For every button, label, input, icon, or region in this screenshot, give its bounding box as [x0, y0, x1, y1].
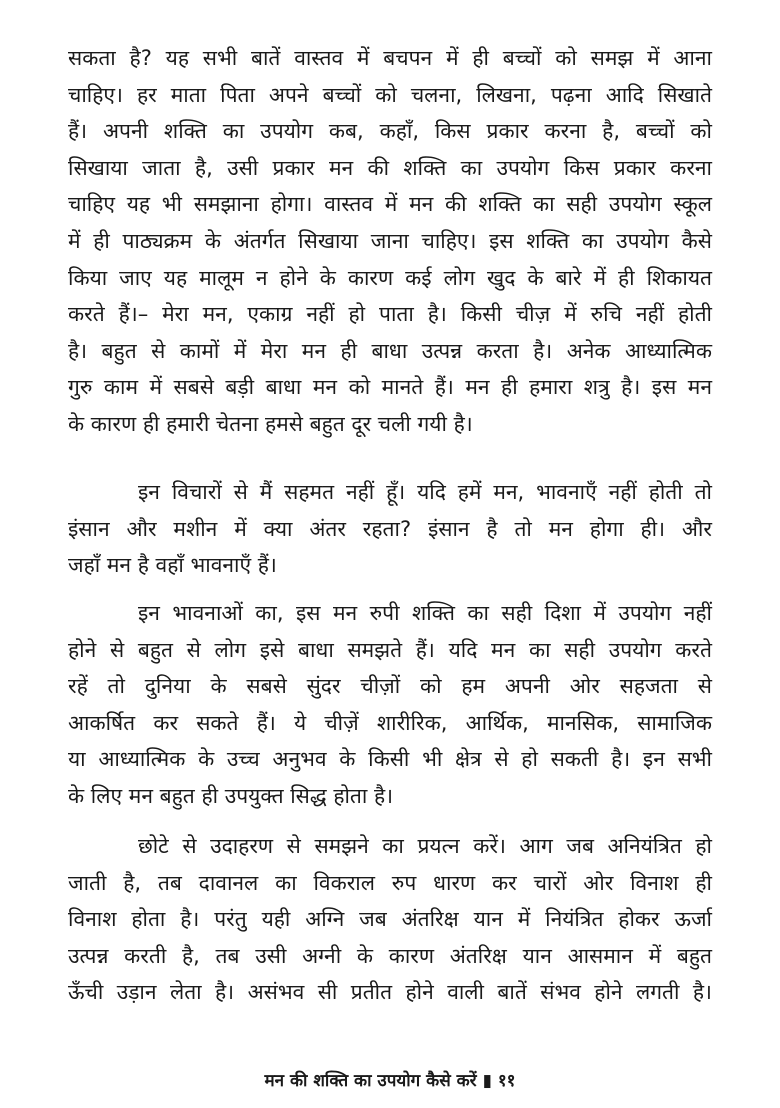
page-footer	[0, 1068, 780, 1091]
text-line: में ही पाठ्यक्रम के अंतर्गत सिखाया जाना चाहिए। इस शक्ति का उपयोग कैसे	[68, 229, 712, 253]
text-line: होने से बहुत से लोग इसे बाधा समझते हैं। यदि मन का सही उपयोग करते	[68, 637, 712, 662]
text-line: विनाश होता है। परंतु यही अग्नि जब अंतरिक्ष यान में नियंत्रित होकर ऊर्जा	[68, 907, 712, 932]
text-line: आकर्षित कर सकते हैं। ये चीज़ें शारीरिक, आर्थिक, मानसिक, सामाजिक	[68, 710, 712, 735]
text-line: चाहिए। हर माता पिता अपने बच्चों को चलना, लिखना, पढ़ना आदि सिखाते	[68, 82, 712, 107]
text-line: चाहिए यह भी समझाना होगा। वास्तव में मन की शक्ति का सही उपयोग स्कूल	[68, 192, 712, 217]
text-line: सकता है? यह सभी बातें वास्तव में बचपन में ही बच्चों को समझ में आना	[68, 46, 712, 70]
page-number: ११	[497, 1071, 516, 1091]
text-line: सिखाया जाता है, उसी प्रकार मन की शक्ति का उपयोग किस प्रकार करना	[68, 155, 712, 180]
text-line: उत्पन्न करती है, तब उसी अग्नी के कारण अंतरिक्ष यान आसमान में बहुत	[68, 943, 712, 968]
text-line: के कारण ही हमारी चेतना हमसे बहुत दूर चली गयी है।	[68, 412, 473, 436]
text-line: इन भावनाओं का, इस मन रुपी शक्ति का सही दिशा में उपयोग नहीं	[138, 601, 712, 625]
text-line: छोटे से उदाहरण से समझने का प्रयत्न करें। आग जब अनियंत्रित हो	[138, 834, 712, 858]
text-line: जाती है, तब दावानल का विकराल रुप धारण कर चारों ओर विनाश ही	[68, 870, 712, 895]
text-line: या आध्यात्मिक के उच्च अनुभव के किसी भी क्षेत्र से हो सकती है। इन सभी	[68, 747, 712, 772]
text-line: गुरु काम में सबसे बड़ी बाधा मन को मानते हैं। मन ही हमारा शत्रु है। इस मन	[68, 375, 712, 400]
text-line: के लिए मन बहुत ही उपयुक्त सिद्ध होता है।	[68, 784, 394, 808]
text-line: इन विचारों से मैं सहमत नहीं हूँ। यदि हमें मन, भावनाएँ नहीं होती तो	[138, 480, 712, 504]
text-line: जहाँ मन है वहाँ भावनाएँ हैं।	[68, 553, 277, 578]
text-line: इंसान और मशीन में क्या अंतर रहता? इंसान है तो मन होगा ही। और	[68, 516, 712, 541]
running-title: मन की शक्ति का उपयोग कैसे करें	[264, 1071, 477, 1091]
footer-separator: ▮	[482, 1071, 492, 1091]
text-line: रहें तो दुनिया के सबसे सुंदर चीज़ों को हम अपनी ओर सहजता से	[68, 674, 712, 699]
text-line: किया जाए यह मालूम न होने के कारण कई लोग खुद के बारे में ही शिकायत	[68, 265, 712, 290]
text-line: है। बहुत से कामों में मेरा मन ही बाधा उत्पन्न करता है। अनेक आध्यात्मिक	[68, 338, 712, 363]
text-line: करते हैं।– मेरा मन, एकाग्र नहीं हो पाता है। किसी चीज़ में रुचि नहीं होती	[68, 302, 712, 327]
text-line: हैं। अपनी शक्ति का उपयोग कब, कहाँ, किस प्रकार करना है, बच्चों को	[68, 119, 712, 144]
text-line: ऊँची उड़ान लेता है। असंभव सी प्रतीत होने वाली बातें संभव होने लगती है।	[68, 980, 712, 1005]
